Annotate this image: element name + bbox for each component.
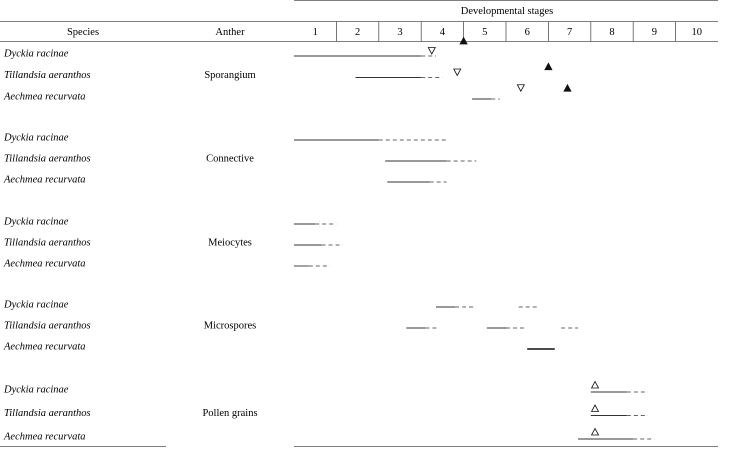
anther-group-microspores: [3, 300, 578, 353]
stage-header-3: 3: [397, 27, 403, 38]
anther-label: Pollen grains: [202, 408, 258, 419]
species-label: Aechmea recurvata: [4, 341, 86, 353]
stage-header-8: 8: [609, 27, 615, 38]
anther-group-meiocytes: [3, 217, 343, 270]
anther-group-sporangium: [3, 38, 571, 103]
species-label: Aechmea recurvata: [4, 91, 86, 103]
species-label: Dyckia racinae: [4, 48, 69, 60]
stage-header-2: 2: [354, 27, 361, 38]
anther-group-pollen-grains: [3, 382, 654, 443]
anther-column-header: Anther: [215, 27, 245, 38]
species-label: Tillandsia aeranthos: [4, 237, 91, 249]
species-column-header: Species: [66, 27, 100, 38]
filled-up-triangle-marker: [545, 63, 552, 70]
species-label: Dyckia racinae: [4, 216, 69, 228]
anther-label: Microspores: [203, 320, 257, 332]
open-up-triangle-marker: [592, 405, 599, 412]
stage-headers: [313, 22, 702, 42]
stage-header-6: 6: [524, 27, 530, 38]
species-label: Aechmea recurvata: [4, 258, 86, 270]
species-label: Tillandsia aeranthos: [4, 153, 91, 165]
stage-header-5: 5: [482, 27, 488, 38]
stage-header-10: 10: [691, 27, 703, 38]
open-down-triangle-marker: [517, 85, 524, 92]
anther-group-connective: [3, 133, 476, 186]
species-label: Tillandsia aeranthos: [4, 70, 91, 81]
species-label: Tillandsia aeranthos: [4, 408, 91, 419]
filled-up-triangle-marker: [564, 85, 571, 92]
stage-header-9: 9: [651, 27, 658, 38]
anther-label: Meiocytes: [208, 237, 252, 249]
stage-header-7: 7: [566, 27, 573, 38]
developmental-stages-heading: Developmental stages: [460, 6, 554, 17]
open-up-triangle-marker: [592, 382, 599, 389]
anther-label: Connective: [206, 153, 254, 165]
species-label: Dyckia racinae: [4, 132, 69, 144]
species-label: Tillandsia aeranthos: [4, 320, 91, 332]
stage-header-4: 4: [439, 27, 446, 38]
stage-header-1: 1: [312, 27, 318, 38]
species-label: Dyckia racinae: [4, 299, 69, 311]
anther-label: Sporangium: [204, 70, 256, 81]
species-label: Aechmea recurvata: [4, 431, 86, 443]
open-down-triangle-marker: [454, 69, 461, 76]
open-up-triangle-marker: [592, 429, 599, 436]
filled-up-triangle-marker: [460, 38, 467, 45]
table-body: [3, 38, 654, 443]
species-label: Dyckia racinae: [4, 384, 69, 396]
species-label: Aechmea recurvata: [4, 174, 86, 186]
open-down-triangle-marker: [428, 48, 435, 55]
